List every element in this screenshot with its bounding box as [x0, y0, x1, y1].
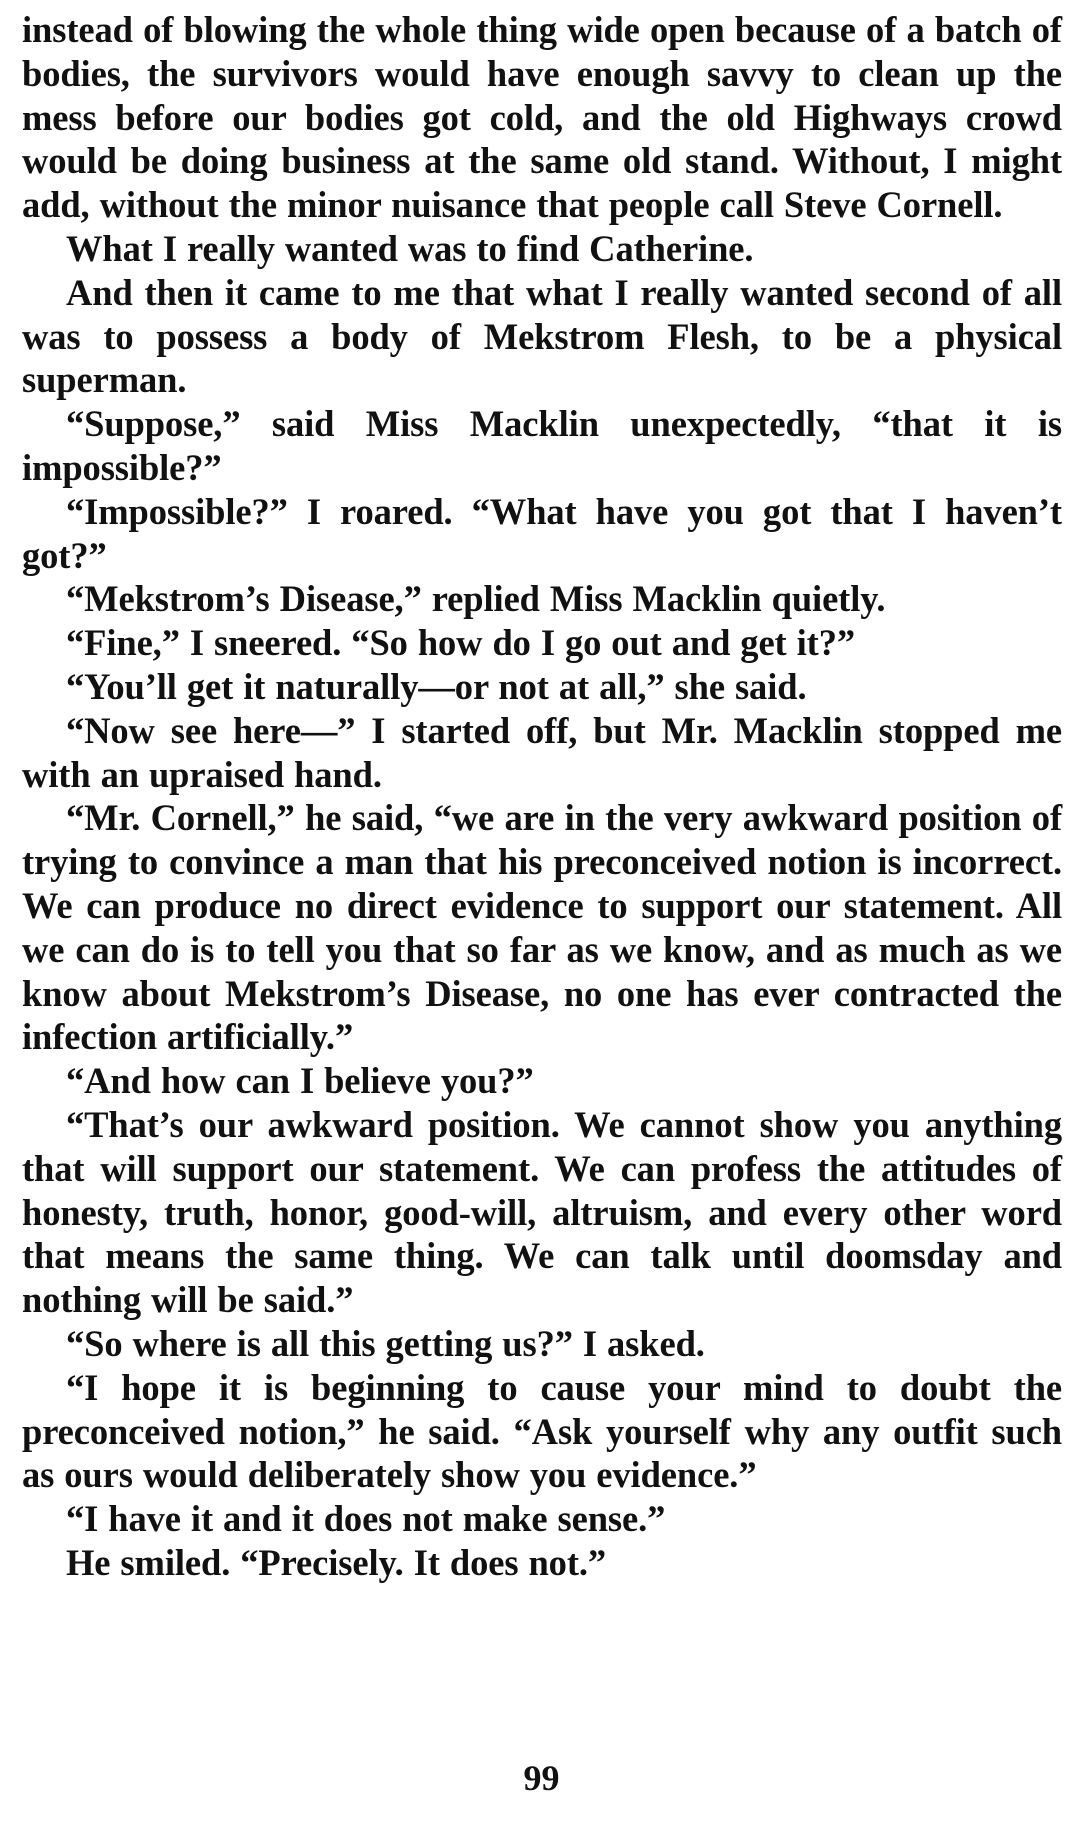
paragraph: “You’ll get it naturally—or not at all,” she said. — [66, 665, 807, 707]
paragraph: “That’s our awkward position. We cannot show you anything that will support our statement. We can profess the attitudes of honesty, truth, honor, good-will, altruism, and every other word that means the same thing. We can talk until doomsday and nothing will be said.” — [22, 1103, 1062, 1321]
paragraph: He smiled. “Precisely. It does not.” — [66, 1541, 607, 1583]
paragraph: What I really wanted was to find Catherine. — [66, 227, 754, 269]
page-number: 99 — [523, 1758, 560, 1798]
paragraph: “I have it and it does not make sense.” — [66, 1498, 666, 1540]
paragraph: “Impossible?” I roared. “What have you got that I haven’t got?” — [22, 490, 1062, 576]
paragraph: “Fine,” I sneered. “So how do I go out and get it?” — [66, 622, 856, 664]
paragraph: “So where is all this getting us?” I asked. — [66, 1322, 705, 1364]
paragraph-continuation: instead of blowing the whole thing wide open because of a batch of bodies, the survivors would have enough savvy to clean up the mess before our bodies got cold, and the old Highways crowd would be doing business at the same old stand. Without, I might add, without the minor nuisance that people call Steve Cornell. — [22, 9, 1062, 226]
paragraph: “Suppose,” said Miss Macklin unexpectedly, “that it is impossible?” — [22, 403, 1062, 488]
paragraph: “Now see here—” I started off, but Mr. Macklin stopped me with an upraised hand. — [22, 709, 1062, 795]
paragraph: “I hope it is beginning to cause your mind to doubt the preconceived notion,” he said. “Ask yourself why any outfit such as ours would deliberately show you evidence.” — [22, 1366, 1062, 1496]
paragraph: “And how can I believe you?” — [66, 1060, 534, 1102]
paragraph: “Mekstrom’s Disease,” replied Miss Macklin quietly. — [66, 578, 886, 620]
paragraph: And then it came to me that what I really wanted second of all was to possess a body of Mekstrom Flesh, to be a physical superman. — [22, 271, 1062, 401]
page-body-text — [22, 8, 1062, 1585]
paragraph: “Mr. Cornell,” he said, “we are in the very awkward position of trying to convince a man that his preconceived notion is incorrect. We can produce no direct evidence to support our statement. All we can do is to tell you that so far as we know, and as much as we know about Mekstrom’s Disease, no one has ever contracted the infection artificially.” — [22, 797, 1062, 1058]
